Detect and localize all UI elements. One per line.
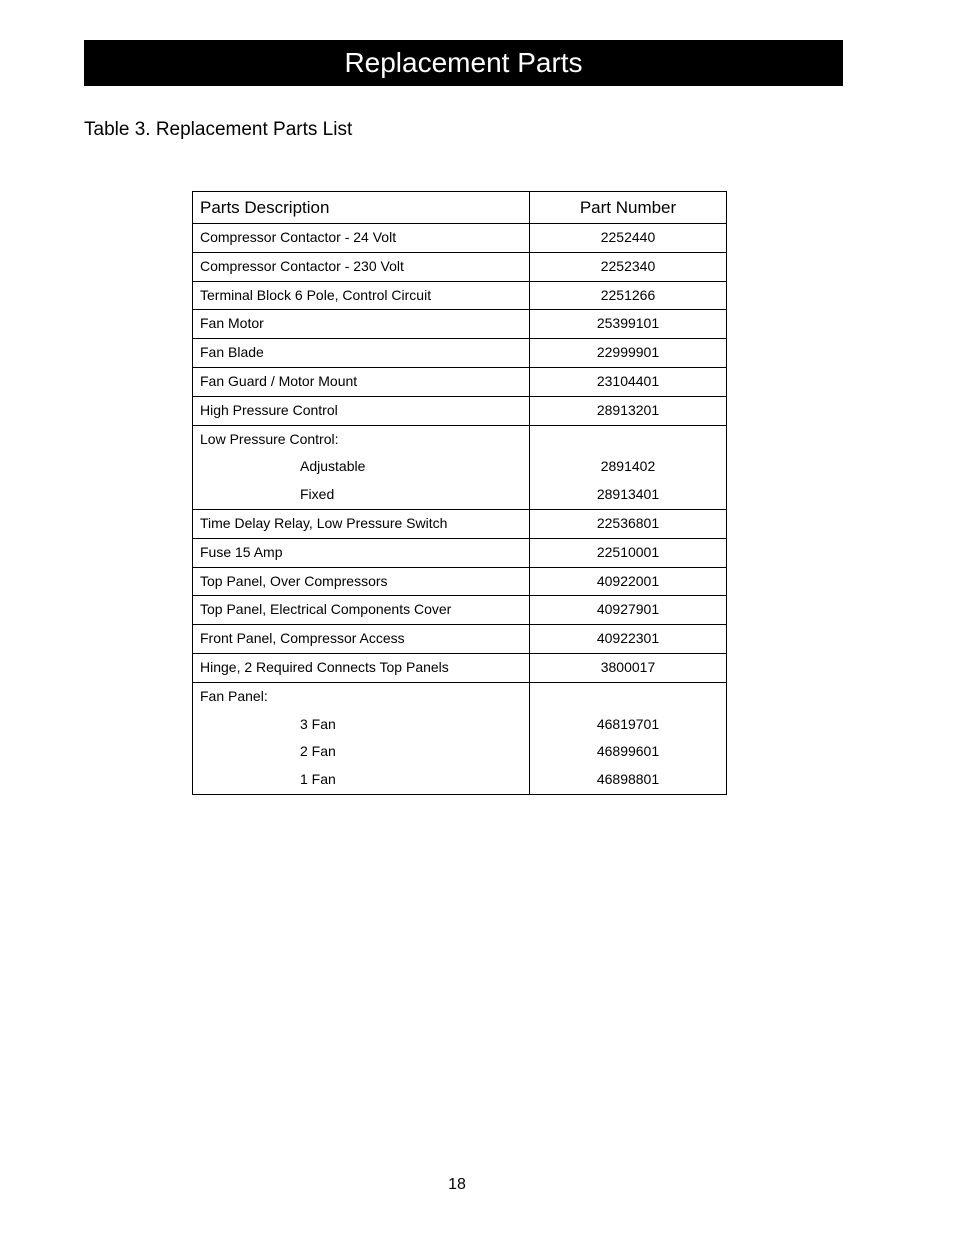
part-description: Hinge, 2 Required Connects Top Panels	[200, 658, 449, 675]
part-number: 28913201	[596, 401, 660, 418]
part-description-cell	[193, 252, 530, 281]
column-header-description: Parts Description	[193, 192, 530, 224]
part-description: Fan Panel:	[200, 687, 268, 704]
page-title: Replacement Parts	[344, 47, 583, 78]
part-number-cell	[530, 509, 727, 538]
part-description-cell	[193, 509, 530, 538]
part-number: 2252440	[600, 229, 656, 245]
part-description: Compressor Contactor - 24 Volt	[200, 229, 397, 245]
part-description: Fan Motor	[200, 315, 264, 332]
part-description-cell	[193, 567, 530, 596]
part-description-cell	[193, 310, 530, 339]
part-description-cell	[193, 367, 530, 396]
part-number: 25399101	[596, 315, 660, 332]
part-number: 22536801	[596, 514, 660, 531]
table-row	[193, 596, 727, 625]
table-header-row	[193, 192, 727, 224]
part-sub-number: 46899601	[596, 743, 660, 760]
part-number-cell	[530, 596, 727, 625]
table-caption: Table 3. Replacement Parts List	[84, 119, 353, 140]
table-row	[193, 538, 727, 567]
part-sub-number: 46819701	[596, 715, 660, 732]
part-sub-description: Fixed	[300, 486, 335, 503]
part-number-cell	[530, 653, 727, 682]
part-description-cell	[193, 682, 530, 794]
part-description: Top Panel, Electrical Components Cover	[200, 601, 452, 618]
part-description: Fan Guard / Motor Mount	[200, 372, 358, 389]
part-number: 23104401	[596, 372, 660, 389]
part-number	[530, 683, 726, 711]
part-description-cell	[193, 596, 530, 625]
part-number-cell	[530, 281, 727, 310]
part-sub-number: 46898801	[596, 771, 660, 788]
part-number-cell	[530, 567, 727, 596]
table-row	[193, 682, 727, 794]
part-number-cell	[530, 396, 727, 425]
table-row	[193, 310, 727, 339]
part-sub-description: Adjustable	[300, 458, 366, 475]
part-description-cell	[193, 625, 530, 654]
part-number: 2251266	[600, 286, 656, 303]
part-description-cell	[193, 425, 530, 509]
part-number: 22999901	[596, 344, 660, 361]
part-description-cell	[193, 339, 530, 368]
page-title-bar	[84, 40, 843, 86]
page-number: 18	[448, 1176, 466, 1193]
part-description: Top Panel, Over Compressors	[200, 572, 388, 589]
table-row	[193, 653, 727, 682]
replacement-parts-table	[192, 191, 727, 795]
part-number-cell	[530, 367, 727, 396]
part-description: Fuse 15 Amp	[200, 543, 283, 560]
table-row	[193, 281, 727, 310]
table-row	[193, 339, 727, 368]
part-number-cell	[530, 224, 727, 253]
table-body	[193, 224, 727, 795]
part-description-cell	[193, 281, 530, 310]
part-number-cell	[530, 310, 727, 339]
part-number: 40927901	[596, 601, 660, 618]
part-number: 40922001	[596, 572, 660, 589]
table-row	[193, 224, 727, 253]
part-sub-number: 28913401	[596, 486, 660, 503]
table-row	[193, 252, 727, 281]
part-number-cell	[530, 625, 727, 654]
part-sub-description: 1 Fan	[300, 771, 336, 788]
part-sub-number: 2891402	[600, 458, 656, 475]
table-row	[193, 567, 727, 596]
part-number-cell	[530, 425, 727, 509]
table-row	[193, 509, 727, 538]
part-number-cell	[530, 252, 727, 281]
part-description: Fan Blade	[200, 344, 264, 361]
part-description-cell	[193, 396, 530, 425]
table-row	[193, 625, 727, 654]
part-number: 22510001	[596, 543, 660, 560]
part-number-cell	[530, 682, 727, 794]
part-description: Compressor Contactor - 230 Volt	[200, 257, 404, 274]
part-number: 3800017	[600, 658, 656, 675]
part-number: 2252340	[600, 257, 656, 274]
column-header-part-number: Part Number	[530, 192, 727, 224]
part-number	[530, 426, 726, 454]
part-description: Terminal Block 6 Pole, Control Circuit	[200, 286, 432, 303]
part-sub-description: 2 Fan	[300, 743, 336, 760]
part-description-cell	[193, 653, 530, 682]
part-sub-description: 3 Fan	[300, 715, 336, 732]
part-description-cell	[193, 538, 530, 567]
table-row	[193, 396, 727, 425]
part-description-cell	[193, 224, 530, 253]
part-description: High Pressure Control	[200, 401, 338, 418]
table-row	[193, 367, 727, 396]
part-description: Front Panel, Compressor Access	[200, 630, 405, 647]
part-number: 40922301	[596, 630, 660, 647]
part-description: Low Pressure Control:	[200, 430, 339, 447]
part-description: Time Delay Relay, Low Pressure Switch	[200, 514, 448, 531]
table-row	[193, 425, 727, 509]
part-number-cell	[530, 538, 727, 567]
part-number-cell	[530, 339, 727, 368]
